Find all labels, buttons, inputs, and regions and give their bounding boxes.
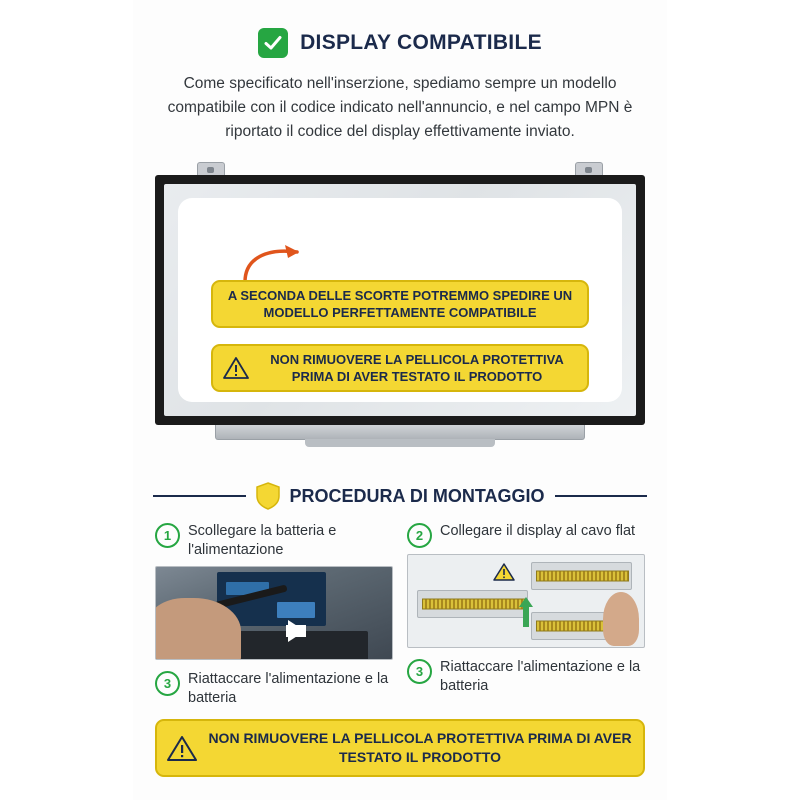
step-1-label: Scollegare la batteria e l'alimentazione xyxy=(188,523,337,558)
step-3-left-number: 3 xyxy=(155,671,180,696)
direction-arrow-icon xyxy=(288,620,305,642)
display-illustration xyxy=(155,162,645,462)
insert-arrow-icon xyxy=(519,597,533,627)
warning-triangle-icon xyxy=(167,735,197,762)
page-title: DISPLAY COMPATIBILE xyxy=(300,31,542,54)
header xyxy=(133,0,667,58)
step-2 xyxy=(407,522,645,548)
panel-bottom-strip xyxy=(215,425,585,440)
procedure-title: PROCEDURA DI MONTAGGIO xyxy=(289,485,545,506)
warning-triangle-icon xyxy=(223,356,249,380)
divider-left xyxy=(153,495,246,497)
step-3-left-label: Riattaccare l'alimentazione e la batteria xyxy=(188,670,389,706)
divider-right xyxy=(555,495,648,497)
curved-arrow-icon xyxy=(241,242,311,284)
step-1 xyxy=(155,522,393,560)
step-3-right xyxy=(407,658,645,696)
step-column-2 xyxy=(407,522,645,713)
shield-icon xyxy=(256,482,280,510)
check-square-icon xyxy=(258,28,288,58)
footer-warning-text: NON RIMUOVERE LA PELLICOLA PROTETTIVA PRIMA DI AVER TESTATO IL PRODOTTO xyxy=(208,730,632,766)
step-2-number: 2 xyxy=(407,523,432,548)
battery-disconnect-photo xyxy=(155,566,393,660)
step-2-label: Collegare il display al cavo flat xyxy=(440,523,636,540)
step-column-1 xyxy=(155,522,393,713)
protective-film-callout xyxy=(211,344,589,392)
procedure-steps xyxy=(155,522,645,713)
step-1-number: 1 xyxy=(155,523,180,548)
infographic-content xyxy=(133,0,667,800)
warning-triangle-icon xyxy=(493,562,515,582)
protective-film-callout-text: NON RIMUOVERE LA PELLICOLA PROTETTIVA PRIMA DI AVER TESTATO IL PRODOTTO xyxy=(270,351,564,385)
procedure-header xyxy=(153,482,647,510)
connector-pins xyxy=(536,571,629,582)
footer-warning-banner xyxy=(155,719,645,777)
step-3-left xyxy=(155,670,393,708)
flat-connector-top xyxy=(531,562,632,590)
flat-cable-photo xyxy=(407,554,645,648)
connector-pins xyxy=(422,599,525,610)
panel-foot-strip xyxy=(305,439,495,447)
finger-shape xyxy=(603,592,639,646)
step-3-right-number: 3 xyxy=(407,659,432,684)
step-3-right-label: Riattaccare l'alimentazione e la batteria xyxy=(440,659,641,694)
intro-paragraph: Come specificato nell'inserzione, spediamo sempre un modello compatibile con il codice indicato nell'annuncio, e nel campo MPN è riportato il codice del display effettivamente inviato. xyxy=(167,75,633,141)
flat-connector-middle xyxy=(417,590,528,618)
compatibility-callout: A SECONDA DELLE SCORTE POTREMMO SPEDIRE UN MODELLO PERFETTAMENTE COMPATIBILE xyxy=(211,280,589,328)
